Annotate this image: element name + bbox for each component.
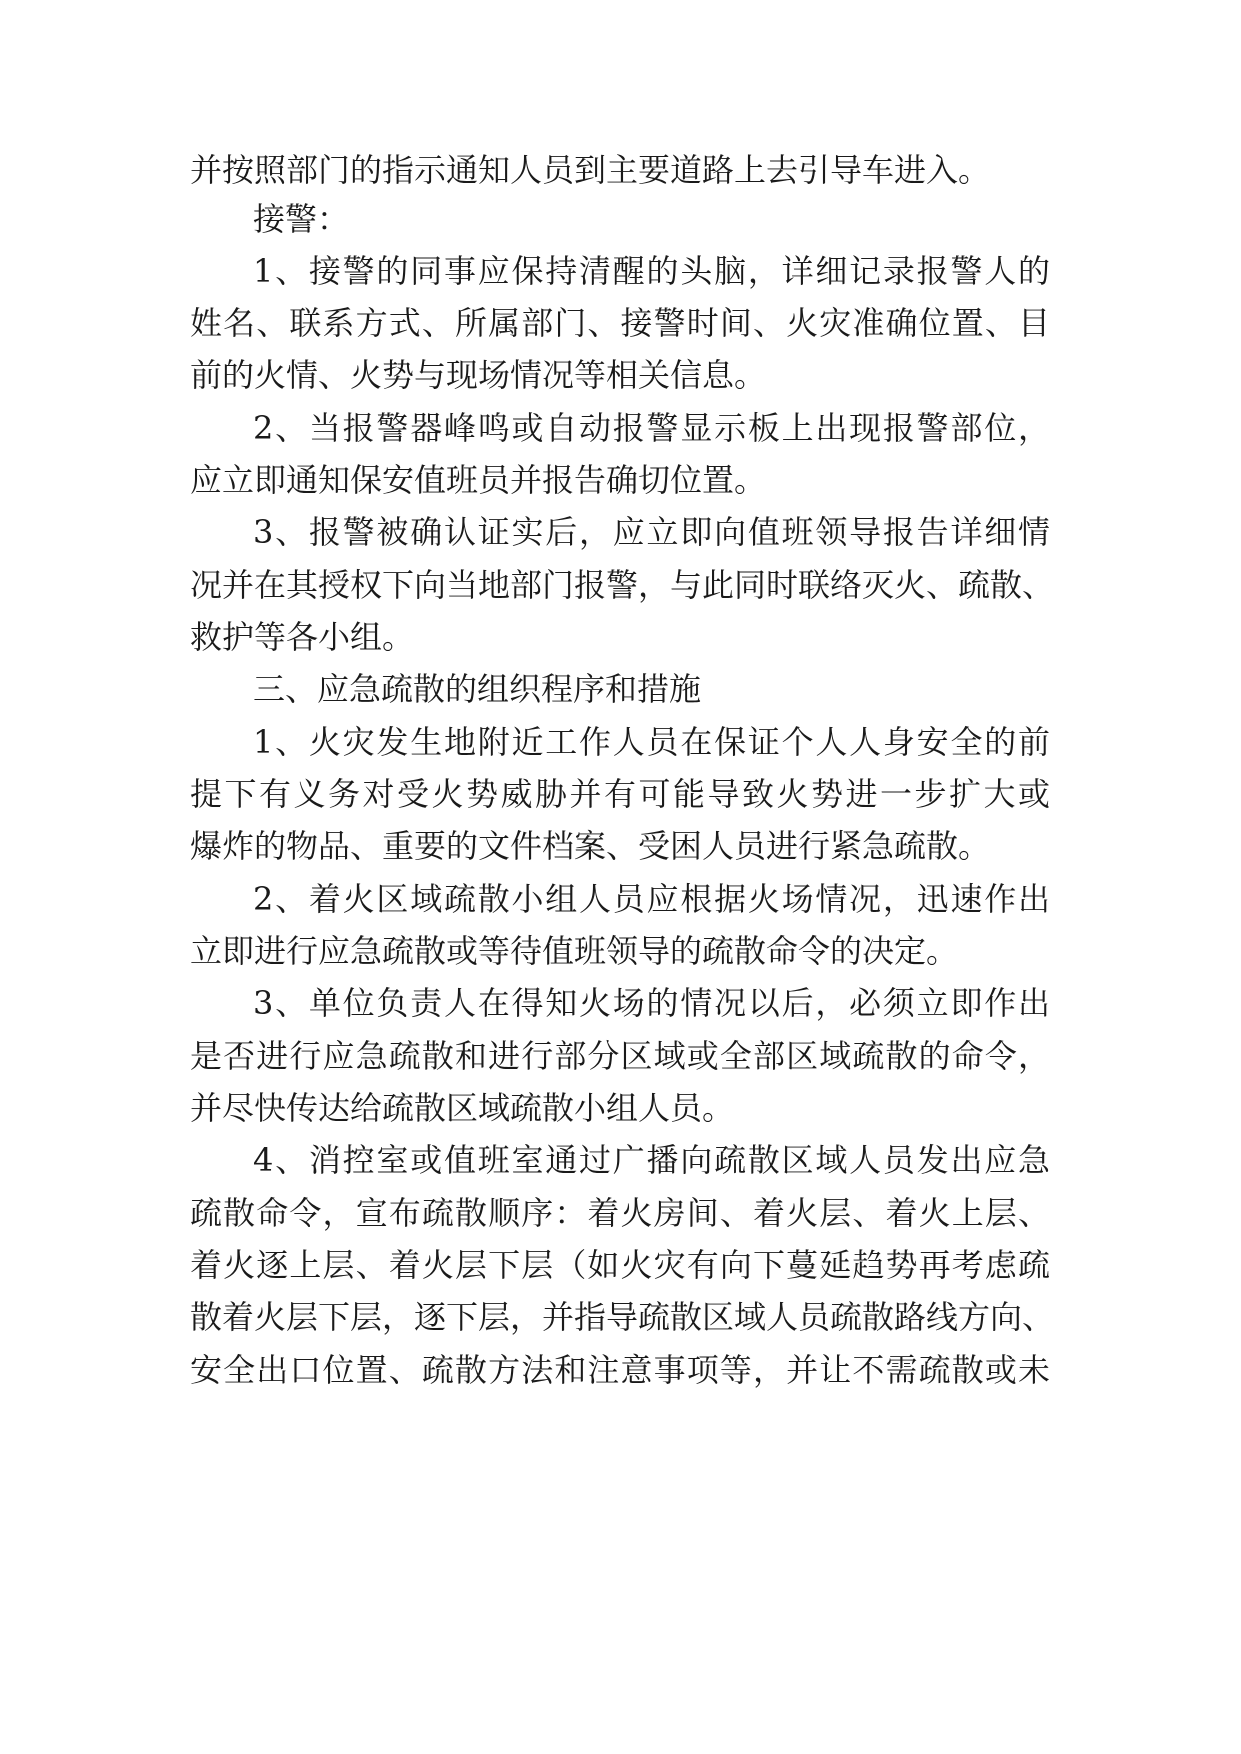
text-line: 提下有义务对受火势威胁并有可能导致火势进一步扩大或 — [190, 775, 1050, 813]
text-line: 2、着火区域疏散小组人员应根据火场情况，迅速作出 — [253, 880, 1050, 918]
text-line: 况并在其授权下向当地部门报警，与此同时联络灭火、疏散、 — [190, 566, 1055, 604]
text-line: 散着火层下层，逐下层，并指导疏散区域人员疏散路线方向、 — [190, 1298, 1055, 1336]
text-line: 3、报警被确认证实后，应立即向值班领导报告详细情 — [253, 513, 1050, 551]
text-line: 救护等各小组。 — [190, 618, 415, 656]
section-heading: 接警： — [253, 200, 350, 238]
text-line: 是否进行应急疏散和进行部分区域或全部区域疏散的命令， — [190, 1037, 1050, 1075]
text-line: 3、单位负责人在得知火场的情况以后，必须立即作出 — [253, 984, 1050, 1022]
text-line: 4、消控室或值班室通过广播向疏散区域人员发出应急 — [253, 1141, 1050, 1179]
text-line: 1、接警的同事应保持清醒的头脑，详细记录报警人的 — [253, 252, 1050, 290]
section-heading: 三、应急疏散的组织程序和措施 — [253, 670, 702, 708]
text-line: 安全出口位置、疏散方法和注意事项等，并让不需疏散或未 — [190, 1351, 1050, 1389]
text-line: 立即进行应急疏散或等待值班领导的疏散命令的决定。 — [190, 932, 959, 970]
text-line: 1、火灾发生地附近工作人员在保证个人人身安全的前 — [253, 723, 1050, 761]
text-line: 疏散命令，宣布疏散顺序：着火房间、着火层、着火上层、 — [190, 1194, 1050, 1232]
text-line: 并尽快传达给疏散区域疏散小组人员。 — [190, 1089, 735, 1127]
text-line: 2、当报警器峰鸣或自动报警显示板上出现报警部位， — [253, 409, 1050, 447]
text-line: 姓名、联系方式、所属部门、接警时间、火灾准确位置、目 — [190, 304, 1050, 342]
text-line: 前的火情、火势与现场情况等相关信息。 — [190, 356, 767, 394]
text-line: 着火逐上层、着火层下层（如火灾有向下蔓延趋势再考虑疏 — [190, 1246, 1050, 1284]
text-line: 应立即通知保安值班员并报告确切位置。 — [190, 461, 767, 499]
text-line: 爆炸的物品、重要的文件档案、受困人员进行紧急疏散。 — [190, 827, 991, 865]
text-line: 并按照部门的指示通知人员到主要道路上去引导车进入。 — [190, 151, 991, 189]
